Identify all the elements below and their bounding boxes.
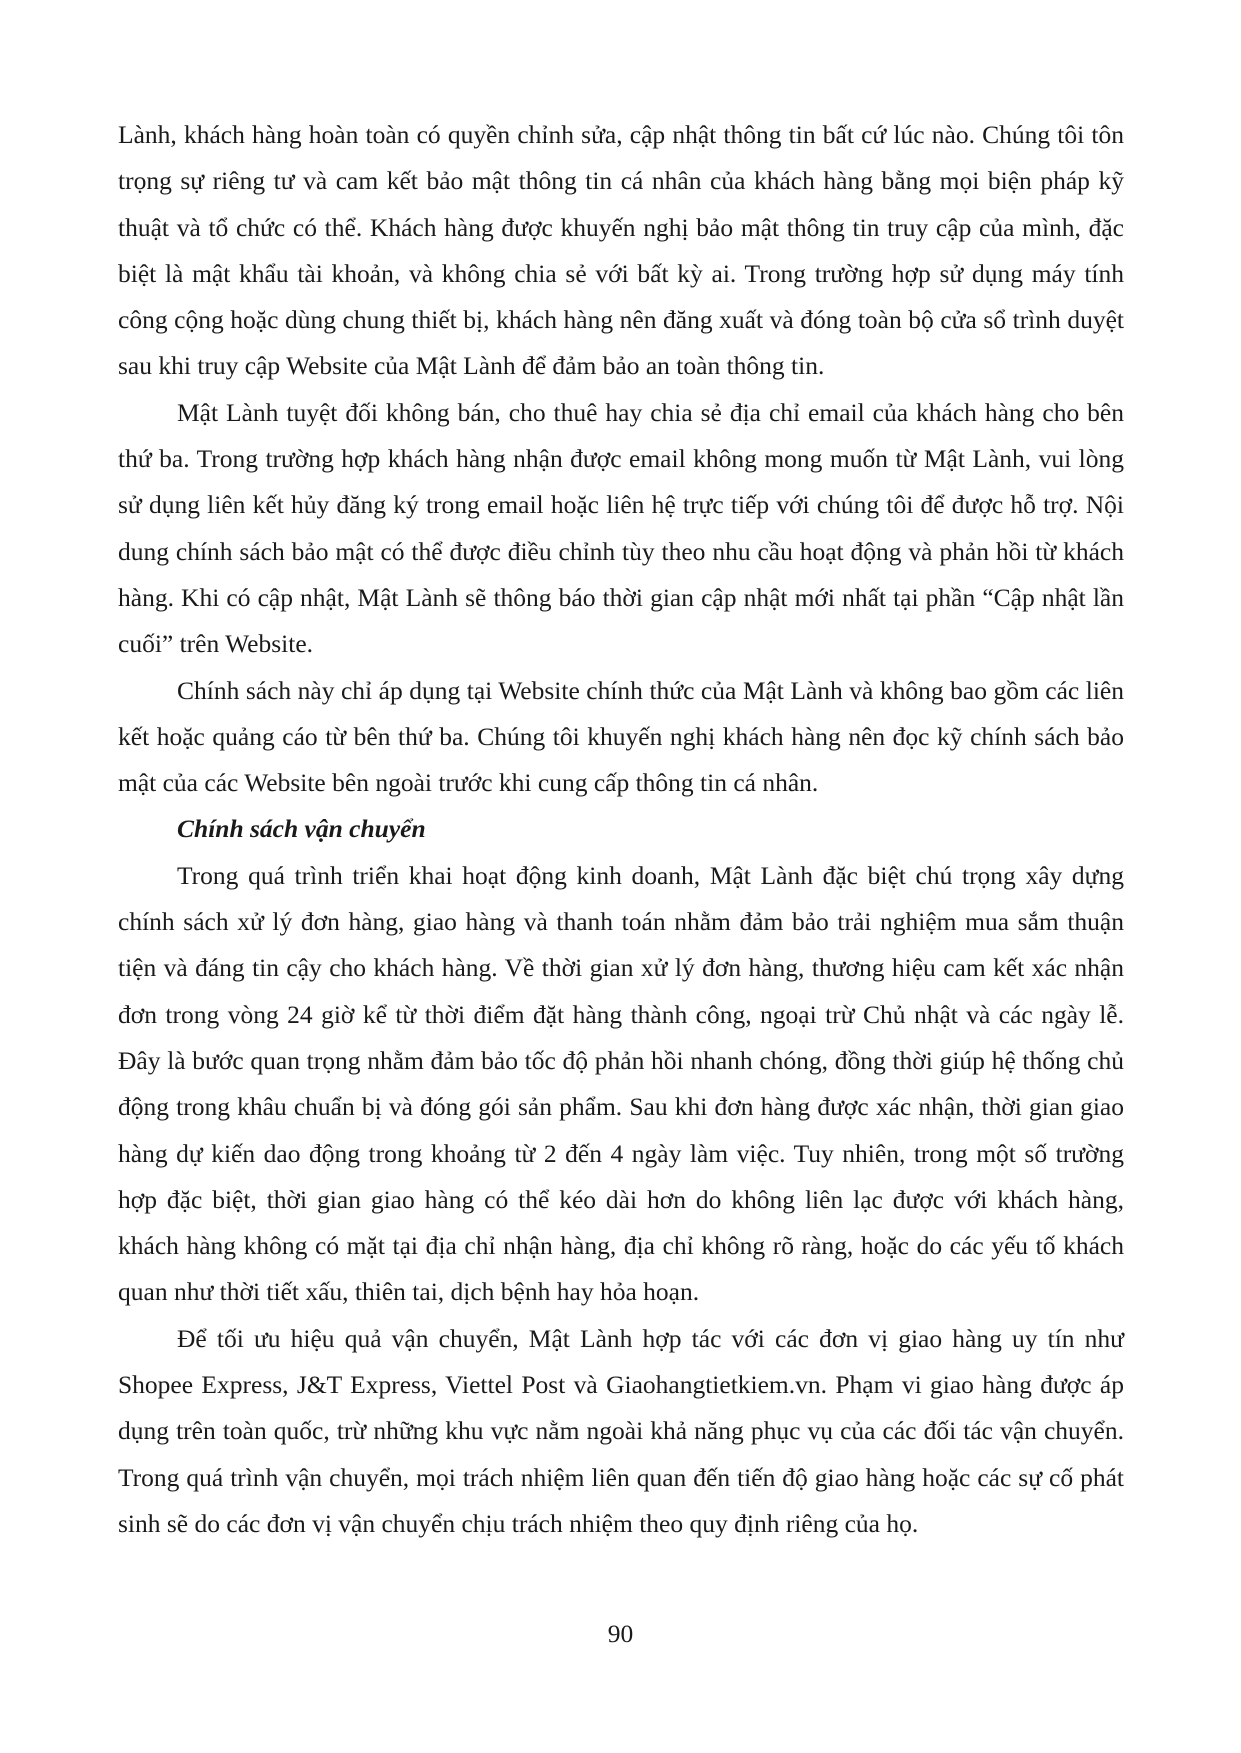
page-body: [118, 112, 1124, 1547]
section-heading-shipping-policy: Chính sách vận chuyển: [177, 814, 426, 844]
paragraph-email-privacy: Mật Lành tuyệt đối không bán, cho thuê hay chia sẻ địa chỉ email của khách hàng cho bên thứ ba. Trong trường hợp khách hàng nhận được email không mong muốn từ Mật Lành, vui lòng sử dụng liên kết hủy đăng ký trong email hoặc liên hệ trực tiếp với chúng tôi để được hỗ trợ. Nội dung chính sách bảo mật có thể được điều chỉnh tùy theo nhu cầu hoạt động và phản hồi từ khách hàng. Khi có cập nhật, Mật Lành sẽ thông báo thời gian cập nhật mới nhất tại phần “Cập nhật lần cuối” trên Website.: [118, 397, 1124, 659]
paragraph-shipping-partners: Để tối ưu hiệu quả vận chuyển, Mật Lành hợp tác với các đơn vị giao hàng uy tín như Shopee Express, J&T Express, Viettel Post và Giaohangtietkiem.vn. Phạm vi giao hàng được áp dụng trên toàn quốc, trừ những khu vực nằm ngoài khả năng phục vụ của các đối tác vận chuyển. Trong quá trình vận chuyển, mọi trách nhiệm liên quan đến tiến độ giao hàng hoặc các sự cố phát sinh sẽ do các đơn vị vận chuyển chịu trách nhiệm theo quy định riêng của họ.: [118, 1323, 1124, 1538]
page-number: 90: [607, 1619, 634, 1648]
paragraph-policy-scope: Chính sách này chỉ áp dụng tại Website chính thức của Mật Lành và không bao gồm các liên kết hoặc quảng cáo từ bên thứ ba. Chúng tôi khuyến nghị khách hàng nên đọc kỹ chính sách bảo mật của các Website bên ngoài trước khi cung cấp thông tin cá nhân.: [118, 675, 1124, 798]
paragraph-continued: Lành, khách hàng hoàn toàn có quyền chỉnh sửa, cập nhật thông tin bất cứ lúc nào. Chúng tôi tôn trọng sự riêng tư và cam kết bảo mật thông tin cá nhân của khách hàng bằng mọi biện pháp kỹ thuật và tổ chức có thể. Khách hàng được khuyến nghị bảo mật thông tin truy cập của mình, đặc biệt là mật khẩu tài khoản, và không chia sẻ với bất kỳ ai. Trong trường hợp sử dụng máy tính công cộng hoặc dùng chung thiết bị, khách hàng nên đăng xuất và đóng toàn bộ cửa sổ trình duyệt sau khi truy cập Website của Mật Lành để đảm bảo an toàn thông tin.: [118, 120, 1124, 381]
paragraph-order-processing: Trong quá trình triển khai hoạt động kinh doanh, Mật Lành đặc biệt chú trọng xây dựng chính sách xử lý đơn hàng, giao hàng và thanh toán nhằm đảm bảo trải nghiệm mua sắm thuận tiện và đáng tin cậy cho khách hàng. Về thời gian xử lý đơn hàng, thương hiệu cam kết xác nhận đơn trong vòng 24 giờ kể từ thời điểm đặt hàng thành công, ngoại trừ Chủ nhật và các ngày lễ. Đây là bước quan trọng nhằm đảm bảo tốc độ phản hồi nhanh chóng, đồng thời giúp hệ thống chủ động trong khâu chuẩn bị và đóng gói sản phẩm. Sau khi đơn hàng được xác nhận, thời gian giao hàng dự kiến dao động trong khoảng từ 2 đến 4 ngày làm việc. Tuy nhiên, trong một số trường hợp đặc biệt, thời gian giao hàng có thể kéo dài hơn do không liên lạc được với khách hàng, khách hàng không có mặt tại địa chỉ nhận hàng, địa chỉ không rõ ràng, hoặc do các yếu tố khách quan như thời tiết xấu, thiên tai, dịch bệnh hay hỏa hoạn.: [118, 860, 1124, 1307]
